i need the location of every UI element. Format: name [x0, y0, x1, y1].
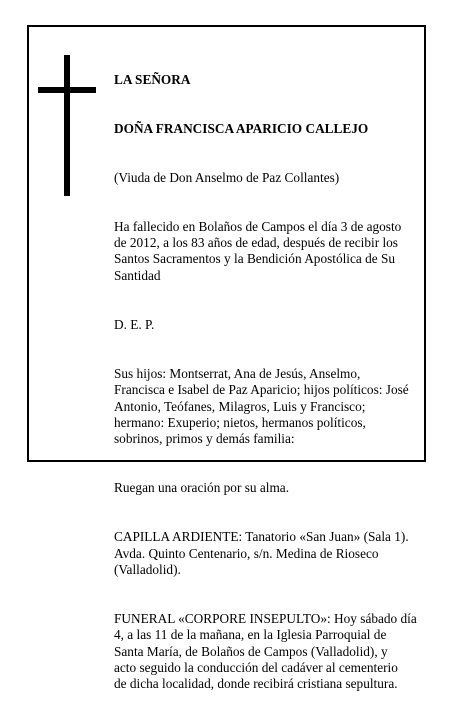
cross-vertical-bar	[64, 55, 70, 196]
cross-horizontal-bar	[38, 87, 96, 93]
family-paragraph: Sus hijos: Montserrat, Ana de Jesús, Anselmo, Francisca e Isabel de Paz Aparicio; hijos políticos: José Antonio, Teófanes, Milagros, Luis y Francisco; hermano: Exuperio; nietos, hermanos políticos, sobrinos, primos y demás familia:	[114, 365, 409, 447]
prayer-line: Ruegan una oración por su alma.	[114, 480, 290, 496]
chapel-paragraph: CAPILLA ARDIENTE: Tanatorio «San Juan» (Sala 1). Avda. Quinto Centenario, s/n. Medina de Rioseco (Valladolid).	[114, 529, 409, 577]
dep-line: D. E. P.	[114, 316, 155, 332]
widow-of-line: (Viuda de Don Anselmo de Paz Collantes)	[114, 169, 340, 185]
notice-title: LA SEÑORA	[114, 71, 191, 87]
obituary-text	[114, 39, 426, 709]
deceased-name: DOÑA FRANCISCA APARICIO CALLEJO	[114, 120, 369, 136]
funeral-paragraph: FUNERAL «CORPORE INSEPULTO»: Hoy sábado día 4, a las 11 de la mañana, en la Iglesia Parroquial de Santa María, de Bolaños de Campos (Valladolid), y acto seguido la conducción del cadáver al cementerio de dicha localidad, donde recibirá cristiana sepultura.	[114, 611, 417, 692]
death-info-paragraph: Ha fallecido en Bolaños de Campos el día 3 de agosto de 2012, a los 83 años de edad, después de recibir los Santos Sacramentos y la Bendición Apostólica de Su Santidad	[114, 218, 402, 283]
